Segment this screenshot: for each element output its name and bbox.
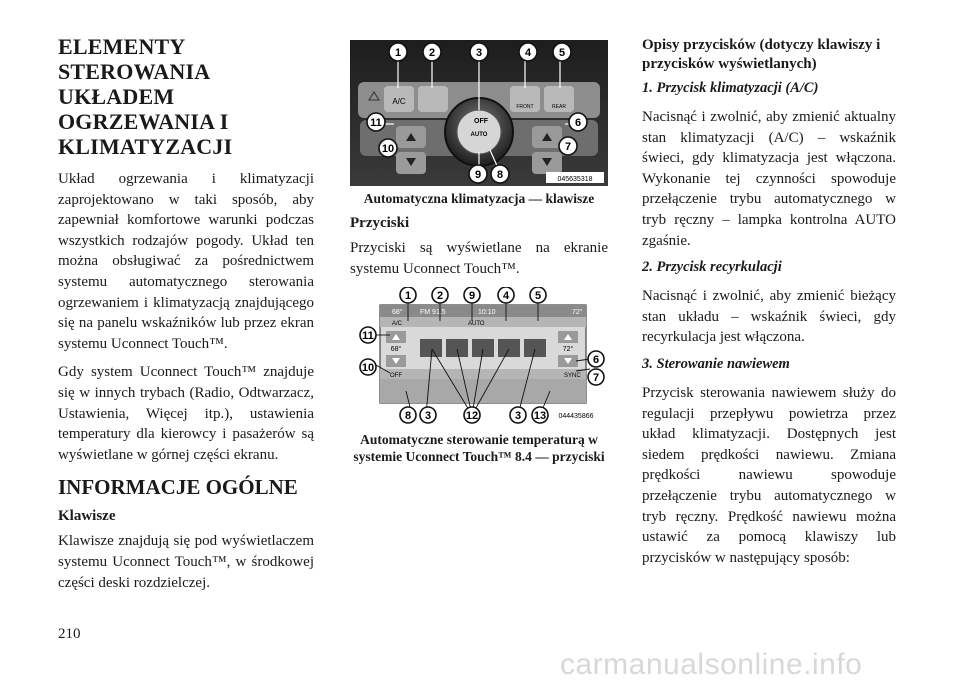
svg-text:9: 9 <box>468 290 476 303</box>
svg-text:FM 91.5: FM 91.5 <box>420 309 446 317</box>
svg-text:10: 10 <box>361 362 375 375</box>
svg-text:72°: 72° <box>572 309 583 317</box>
svg-text:68°: 68° <box>392 309 403 317</box>
column-left <box>58 34 314 601</box>
figure1-caption: Automatyczna klimatyzacja — klawisze <box>363 191 595 206</box>
svg-text:5: 5 <box>534 290 542 303</box>
svg-text:2: 2 <box>436 290 444 303</box>
svg-text:2: 2 <box>428 47 436 59</box>
figure2-caption: Automatyczne sterowanie temperaturą w systemie Uconnect Touch™ 8.4 — przyciski <box>353 432 605 465</box>
item-recirculation-paragraph: Nacisnąć i zwolnić, aby zmienić bieżący stan układu – wskaźnik świeci, gdy recyrkulacja jest włączona. <box>642 288 896 346</box>
svg-text:5: 5 <box>558 47 566 59</box>
keys-subheading: Klawisze <box>58 508 116 525</box>
svg-text:3: 3 <box>424 410 432 423</box>
svg-text:10: 10 <box>381 143 395 155</box>
svg-text:045635318: 045635318 <box>557 176 593 183</box>
svg-text:68°: 68° <box>390 346 402 354</box>
item-ac-heading: 1. Przycisk klimatyzacji (A/C) <box>642 80 819 96</box>
svg-text:4: 4 <box>524 47 532 59</box>
svg-text:1: 1 <box>394 47 402 59</box>
watermark: carmanualsonline.info <box>560 648 863 681</box>
uconnect-paragraph: Gdy system Uconnect Touch™ znajduje się w innych trybach (Radio, Odtwarzacz, Ustawienia, Więcej itp.), ustawienia temperatury dla kierowcy i pasażerów są wyświetlane w górnej części ekranu. <box>58 364 314 463</box>
item-recirculation-heading: 2. Przycisk recyrkulacji <box>642 259 782 276</box>
svg-text:3: 3 <box>514 410 522 423</box>
svg-text:REAR: REAR <box>552 104 566 110</box>
svg-text:6: 6 <box>574 117 582 129</box>
column-middle <box>350 40 608 473</box>
svg-text:13: 13 <box>533 410 547 423</box>
hvac-panel-figure <box>350 40 608 186</box>
svg-text:A/C: A/C <box>392 321 403 328</box>
svg-text:044435866: 044435866 <box>558 413 594 421</box>
item-blower-heading: 3. Sterowanie nawiewem <box>642 355 790 372</box>
svg-text:8: 8 <box>496 169 504 181</box>
item-blower-paragraph: Przycisk sterowania nawiewem służy do regulacji przepływu powietrza przez układ klimatyzacji. Dostępnych jest siedem prędkości nawiewu. Zmiana prędkości nawiewu spowoduje przełączenie trybu automatycznego w tryb ręczny. Prędkość nawiewu można ustawić za pomocą klawiszy lub przycisków w następujący sposób: <box>642 384 896 566</box>
svg-text:AUTO: AUTO <box>470 132 488 138</box>
section-heading: INFORMACJE OGÓLNE <box>58 475 298 500</box>
svg-text:SYNC: SYNC <box>564 373 581 380</box>
svg-text:OFF: OFF <box>390 373 402 380</box>
svg-text:6: 6 <box>592 354 600 367</box>
page-number: 210 <box>58 626 81 642</box>
svg-text:A/C: A/C <box>392 97 406 106</box>
svg-text:OFF: OFF <box>474 118 488 125</box>
svg-text:10:10: 10:10 <box>478 309 496 317</box>
svg-text:8: 8 <box>404 410 412 423</box>
page-title: ELEMENTY STEROWANIA UKŁADEM OGRZEWANIA I KLIMATYZACJI <box>58 34 233 159</box>
svg-text:12: 12 <box>465 410 479 423</box>
svg-text:3: 3 <box>475 47 483 59</box>
column-right <box>642 36 896 576</box>
buttons-subheading: Przyciski <box>350 215 410 231</box>
hvac-panel-photo <box>350 40 608 186</box>
svg-text:AUTO: AUTO <box>468 321 485 328</box>
intro-paragraph: Układ ogrzewania i klimatyzacji zaprojektowano w taki sposób, aby zapewniał komfortowe warunki podczas wszystkich rodzajów pogody. Układ ten można obsługiwać za pośrednictwem systemu automatycznego sterowania ogrzewaniem i klimatyzacją znajdującego się na panelu wskaźników lub przez ekran systemu Uconnect Touch™. <box>58 171 314 352</box>
keys-paragraph: Klawisze znajdują się pod wyświetlaczem systemu Uconnect Touch™, w środkowej części deski rozdzielczej. <box>58 533 314 591</box>
descriptions-heading: Opisy przycisków (dotyczy klawiszy i przycisków wyświetlanych) <box>642 37 881 72</box>
svg-text:4: 4 <box>502 290 510 303</box>
svg-text:11: 11 <box>362 330 374 343</box>
svg-text:11: 11 <box>370 117 382 129</box>
uconnect-screen-figure <box>350 287 608 427</box>
svg-text:7: 7 <box>564 141 572 153</box>
svg-text:9: 9 <box>474 169 482 181</box>
svg-text:72°: 72° <box>562 346 574 354</box>
uconnect-screen-diagram <box>350 287 608 427</box>
svg-text:FRONT: FRONT <box>516 104 534 110</box>
item-ac-paragraph: Nacisnąć i zwolnić, aby zmienić aktualny stan klimatyzacji (A/C) – wskaźnik świeci, gdy klimatyzacja jest włączona. Wykonanie tej czynności spowoduje przełączenie trybu automatycznego w tryb ręczny – lampka kontrolna AUTO zgaśnie. <box>642 109 896 249</box>
svg-text:1: 1 <box>404 290 412 303</box>
svg-text:7: 7 <box>592 372 600 385</box>
buttons-paragraph: Przyciski są wyświetlane na ekranie systemu Uconnect Touch™. <box>350 240 608 277</box>
